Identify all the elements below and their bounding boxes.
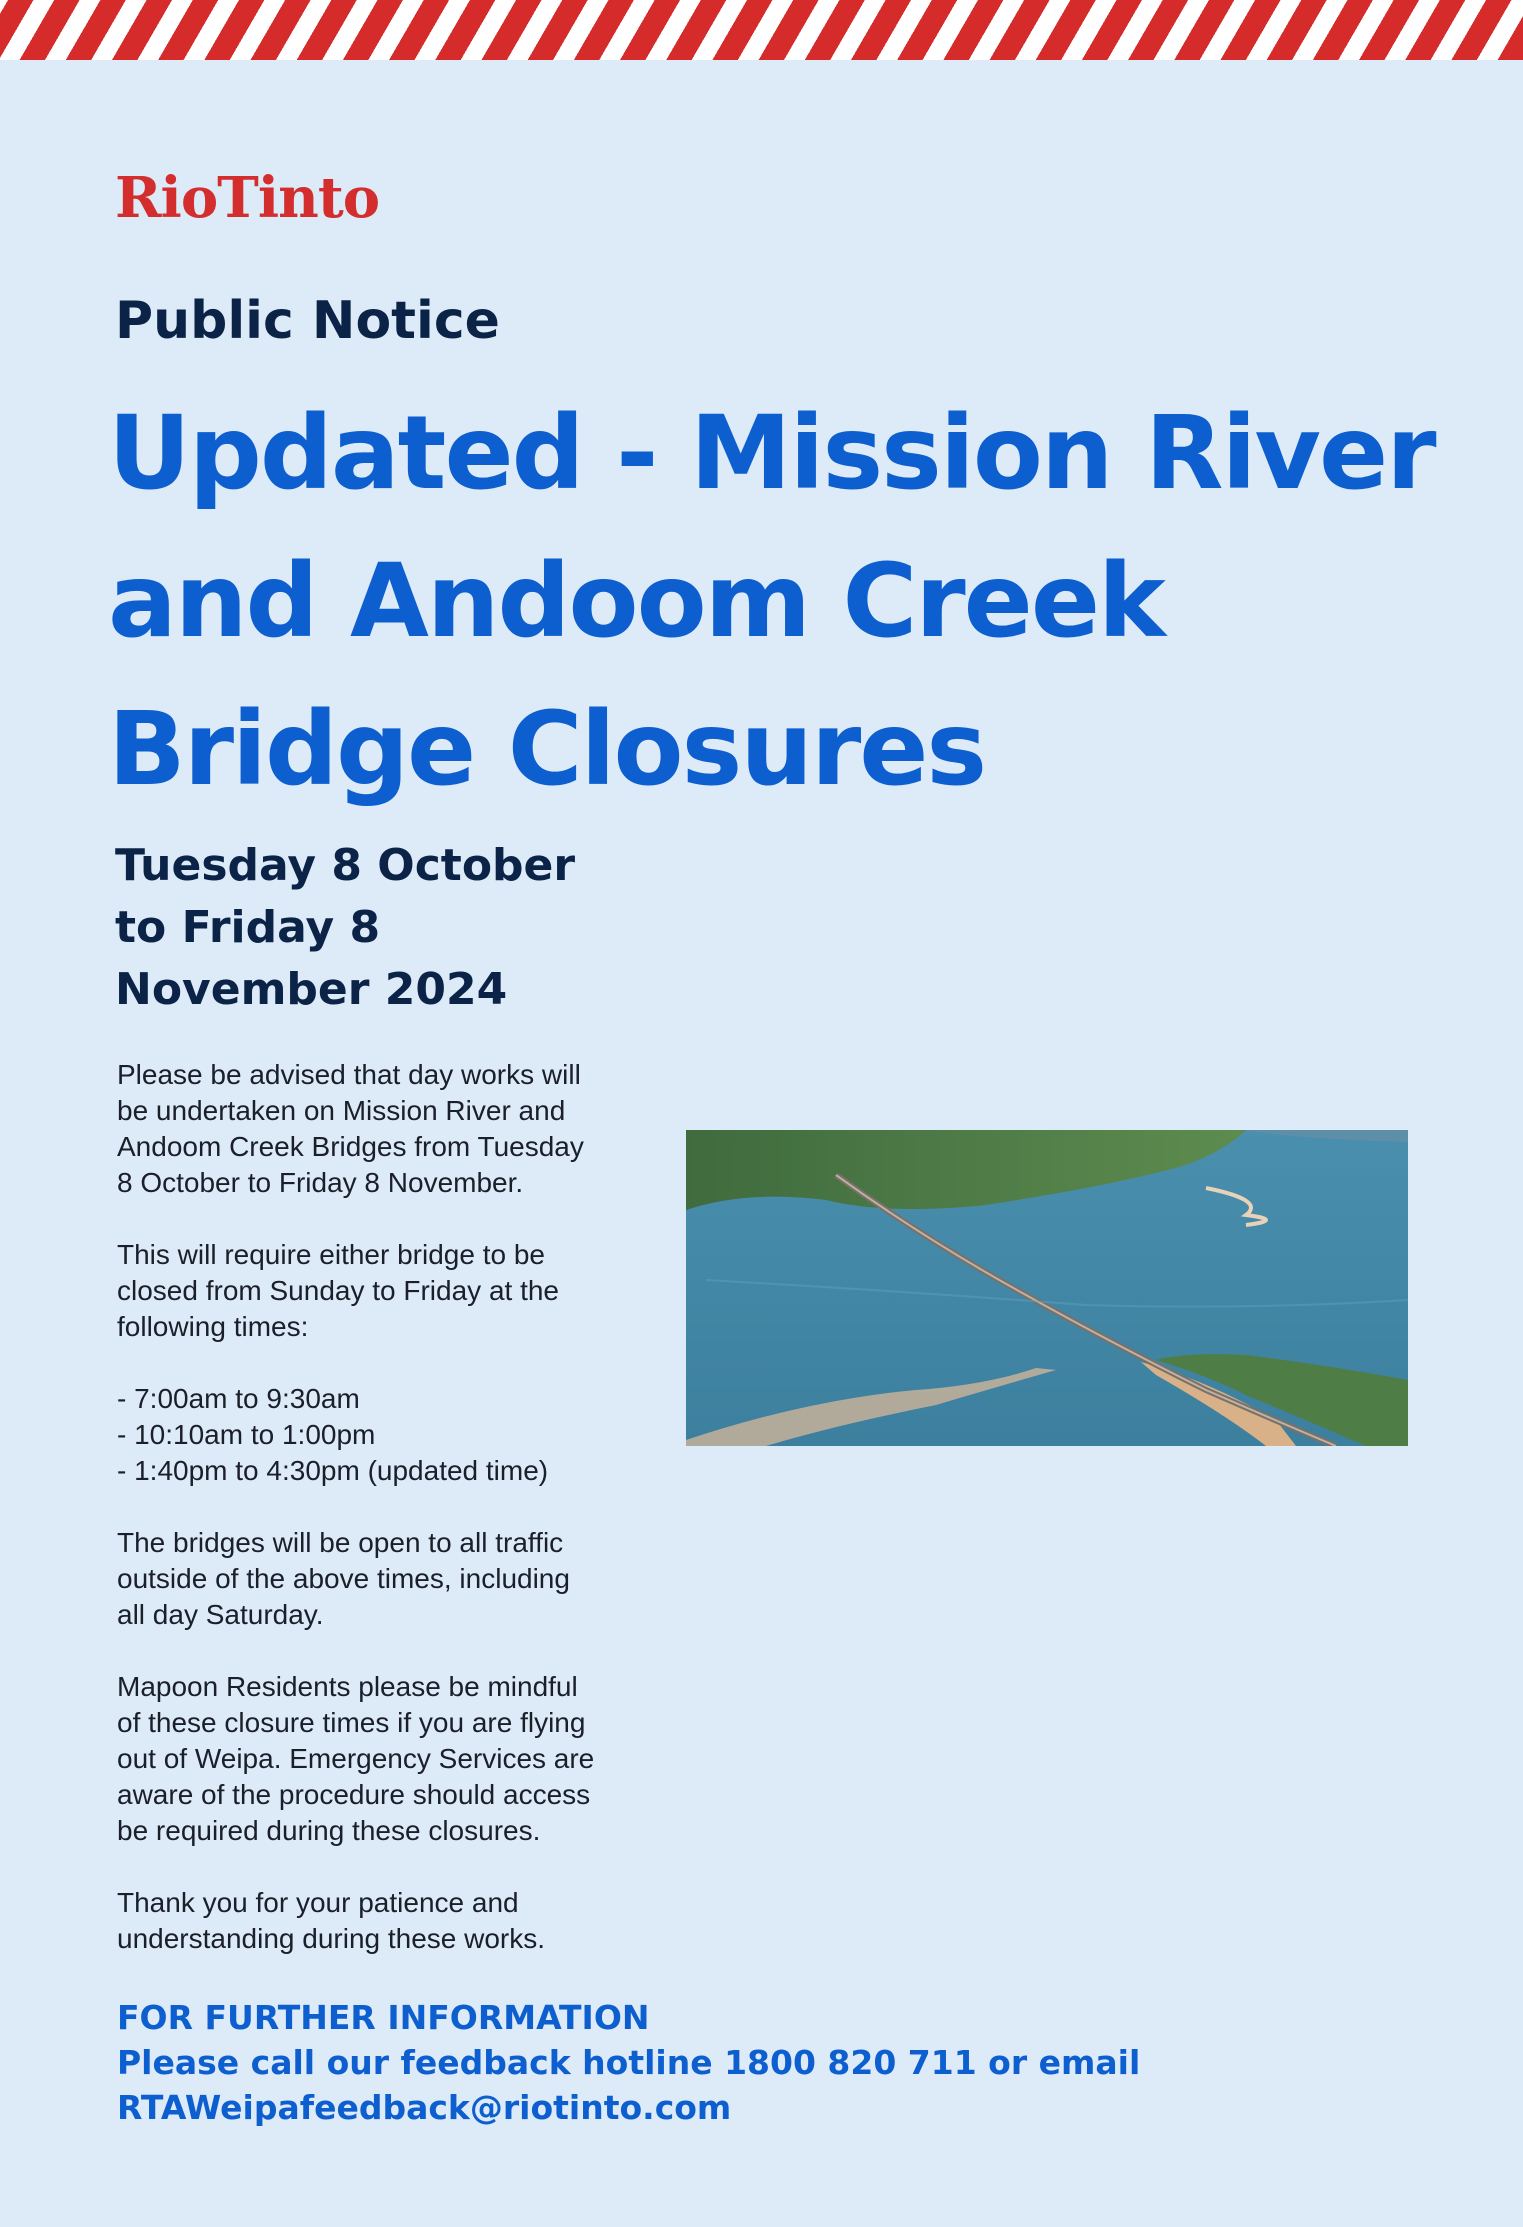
open-times-line-1: The bridges will be open to all traffic: [117, 1527, 564, 1558]
open-times-paragraph: [117, 1525, 637, 1633]
closure-time-item: - 10:10am to 1:00pm: [117, 1419, 376, 1450]
notice-kicker: Public Notice: [115, 291, 500, 351]
further-info-heading: FOR FURTHER INFORMATION: [117, 1998, 650, 2037]
closure-times-list: [117, 1381, 637, 1489]
feedback-hotline-text: Please call our feedback hotline 1800 820 711 or email: [117, 2043, 1141, 2082]
closure-time-item: - 1:40pm to 4:30pm (updated time): [117, 1455, 549, 1486]
schedule-intro-line-1: This will require either bridge to be: [117, 1239, 545, 1270]
mapoon-line-5: be required during these closures.: [117, 1815, 541, 1846]
thank-you-paragraph: [117, 1885, 637, 1957]
open-times-line-3: all day Saturday.: [117, 1599, 324, 1630]
advisory-line-3: Andoom Creek Bridges from Tuesday: [117, 1131, 584, 1162]
headline-line-1: Updated - Mission River: [108, 394, 1435, 513]
advisory-paragraph: [117, 1057, 637, 1201]
thank-you-line-2: understanding during these works.: [117, 1923, 546, 1954]
feedback-email-link[interactable]: RTAWeipafeedback@riotinto.com: [117, 2088, 732, 2127]
bridge-aerial-photo: [686, 1130, 1408, 1446]
notice-headline: [108, 380, 1448, 824]
schedule-intro-line-2: closed from Sunday to Friday at the: [117, 1275, 559, 1306]
headline-line-2: and Andoom Creek: [108, 542, 1164, 661]
date-line-2: to Friday 8: [115, 902, 381, 953]
open-times-line-2: outside of the above times, including: [117, 1563, 570, 1594]
date-line-3: November 2024: [115, 964, 508, 1015]
closure-schedule-intro: [117, 1237, 637, 1345]
notice-body: [117, 1057, 637, 1993]
headline-line-3: Bridge Closures: [108, 690, 986, 809]
mapoon-residents-paragraph: [117, 1669, 637, 1849]
further-information: [117, 1995, 1140, 2130]
date-line-1: Tuesday 8 October: [115, 840, 576, 891]
mapoon-line-2: of these closure times if you are flying: [117, 1707, 586, 1738]
hazard-stripe-border: [0, 0, 1523, 60]
mapoon-line-4: aware of the procedure should access: [117, 1779, 591, 1810]
closure-time-item: - 7:00am to 9:30am: [117, 1383, 360, 1414]
schedule-intro-line-3: following times:: [117, 1311, 309, 1342]
mapoon-line-1: Mapoon Residents please be mindful: [117, 1671, 578, 1702]
thank-you-line-1: Thank you for your patience and: [117, 1887, 519, 1918]
rio-tinto-logo: RioTinto: [115, 165, 380, 231]
mapoon-line-3: out of Weipa. Emergency Services are: [117, 1743, 595, 1774]
advisory-line-2: be undertaken on Mission River and: [117, 1095, 566, 1126]
advisory-line-4: 8 October to Friday 8 November.: [117, 1167, 524, 1198]
advisory-line-1: Please be advised that day works will: [117, 1059, 581, 1090]
closure-date-range: [115, 835, 575, 1021]
